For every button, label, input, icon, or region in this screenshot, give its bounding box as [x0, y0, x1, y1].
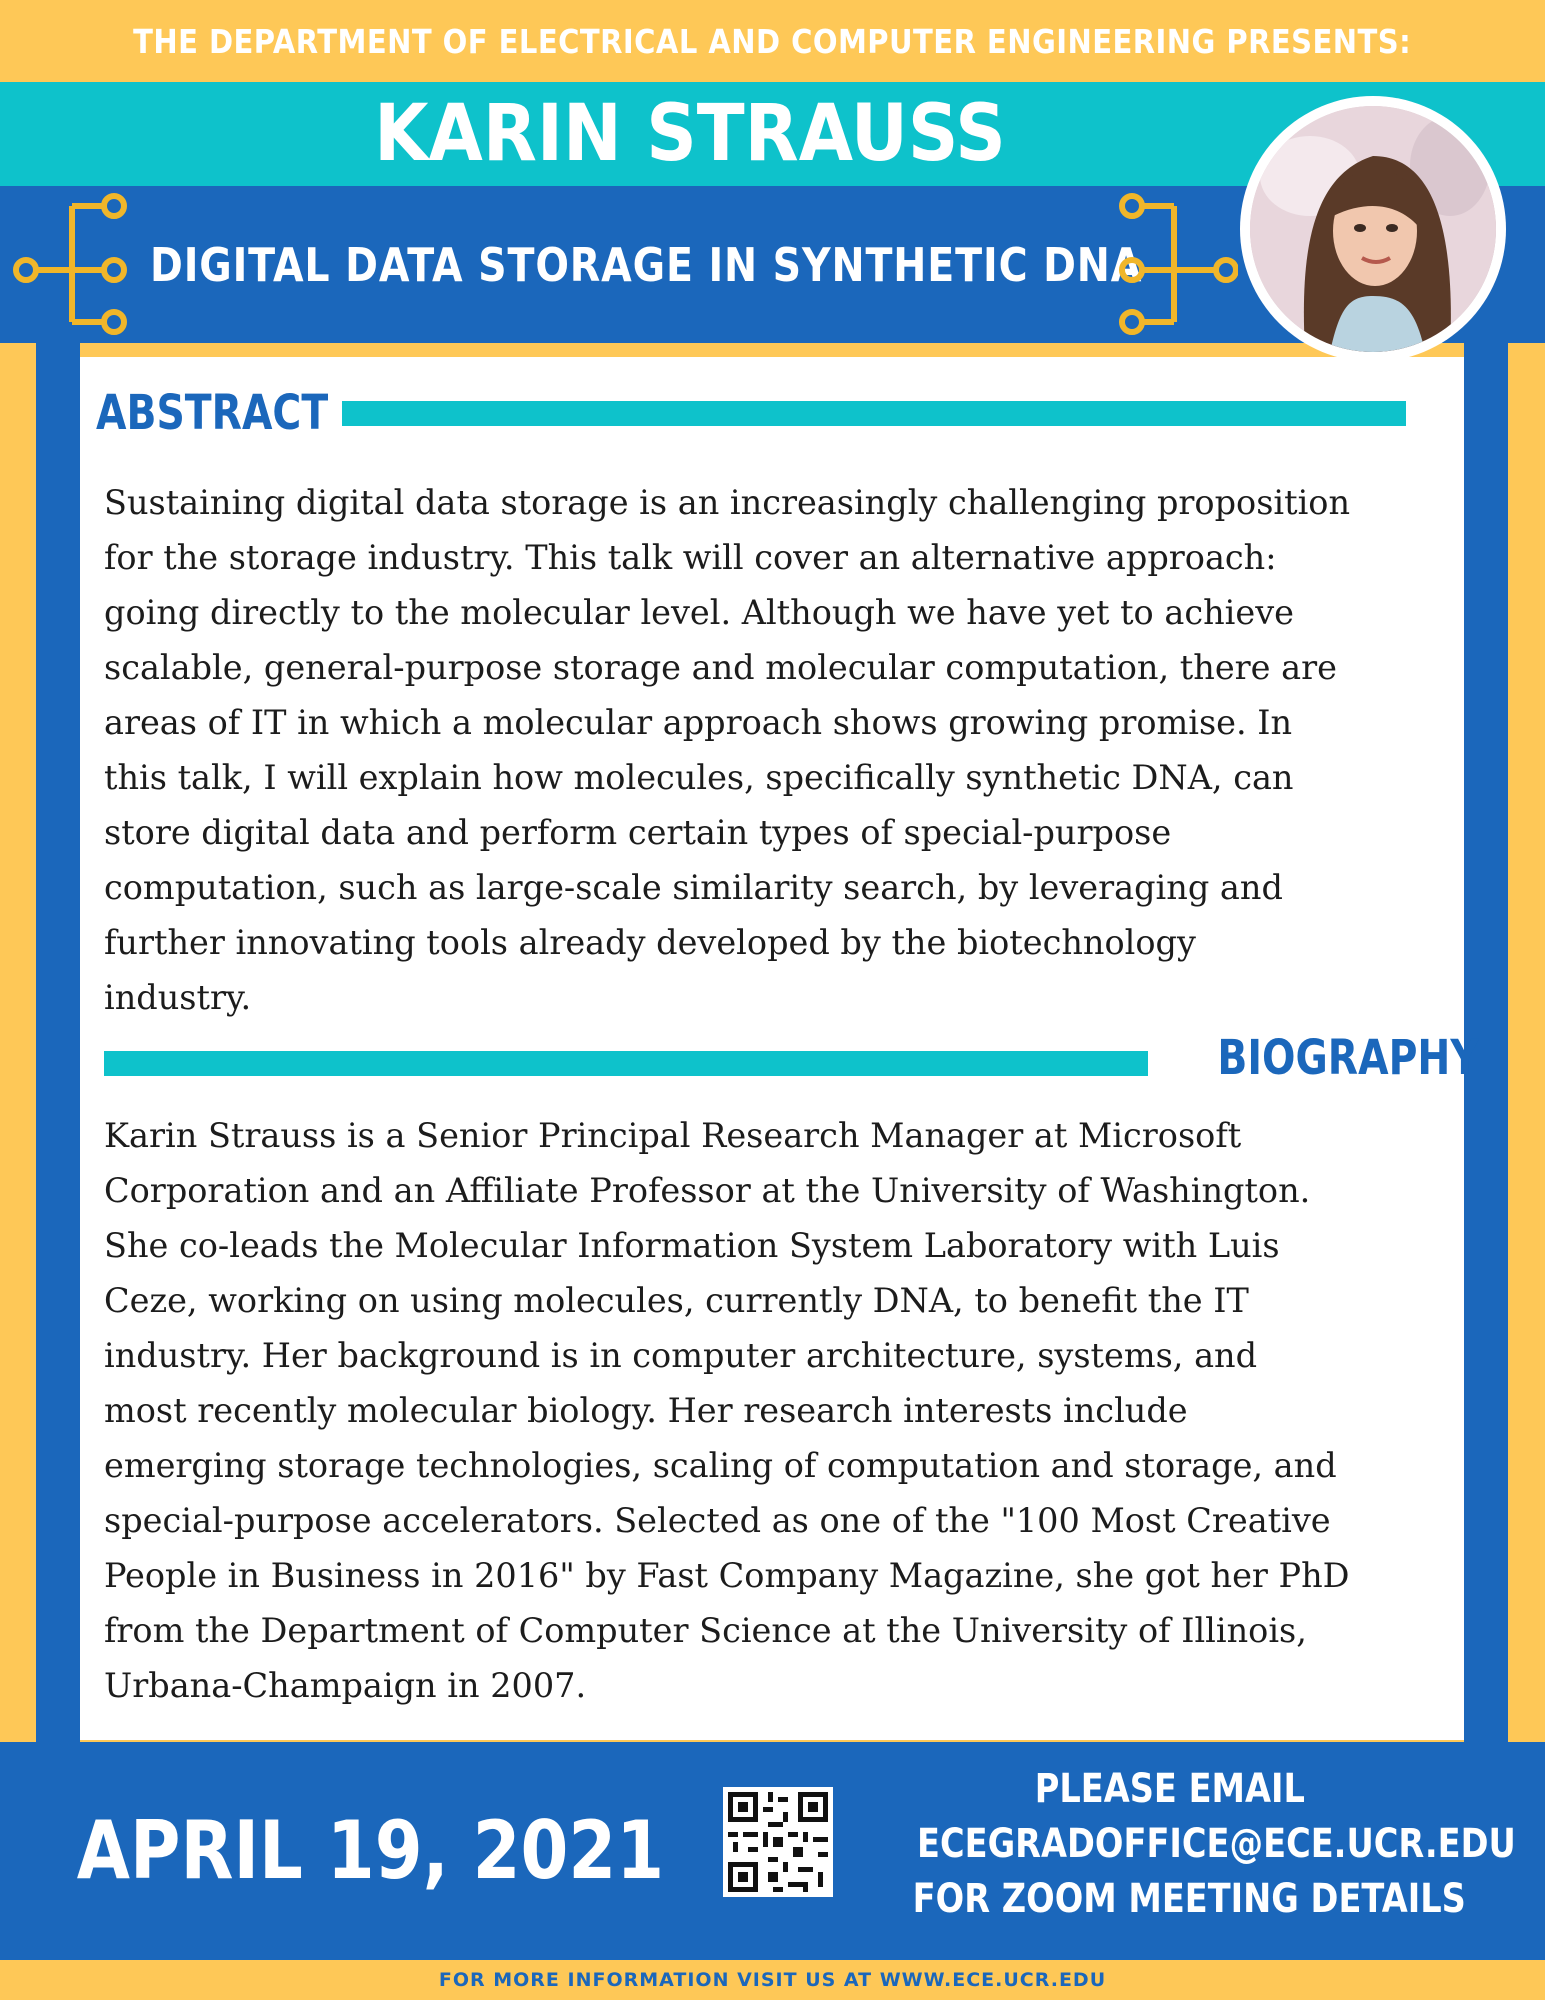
frame-left [36, 343, 80, 1743]
biography-heading [1160, 1030, 1479, 1090]
circuit-right-icon [1108, 192, 1238, 342]
biography-text: Karin Strauss is a Senior Principal Research Manager at Microsoft Corporation and an Affiliate Professor at the University of Washington. She co-leads the Molecular Information System Laboratory with Luis Ceze, working on using molecules, currently DNA, to benefit the IT industry. Her background is in computer architecture, systems, and most recently molecular biology. Her research interests include emerging storage technologies, scaling of computation and storage, and special-purpose accelerators. Selected as one of the "100 Most Creative People in Business in 2016" by Fast Company Magazine, she got her PhD from the Department of Computer Science at the University of Illinois, Urbana-Champaign in 2007. [104, 1116, 1350, 1705]
biography-heading-text: BIOGRAPHY [1217, 1030, 1479, 1086]
abstract-divider [342, 401, 1406, 426]
speaker-name-text: KARIN STRAUSS [374, 89, 1006, 179]
event-date [76, 1780, 664, 1920]
abstract-text: Sustaining digital data storage is an increasingly challenging proposition for the storage industry. This talk will cover an alternative approach: going directly to the molecular level. Although we have yet to achieve scalable, general-purpose storage and molecular computation, there are areas of IT in which a molecular approach shows growing promise. In this talk, I will explain how molecules, specifically synthetic DNA, can store digital data and perform certain types of special-purpose computation, such as large-scale similarity search, by leveraging and further innovating tools already developed by the biotechnology industry. [104, 483, 1351, 1017]
abstract-heading-text: ABSTRACT [96, 385, 329, 441]
contact-line-1: PLEASE EMAIL [1034, 1766, 1306, 1812]
contact-block [860, 1762, 1516, 1942]
talk-title-text: DIGITAL DATA STORAGE IN SYNTHETIC DNA [150, 237, 1143, 292]
contact-line-3: FOR ZOOM MEETING DETAILS [912, 1876, 1466, 1922]
talk-title [150, 186, 1143, 343]
presenter-line [0, 0, 1545, 82]
event-date-text: APRIL 19, 2021 [76, 1803, 664, 1897]
speaker-name [0, 82, 1380, 186]
abstract-heading [96, 385, 379, 445]
presenter-line-text: THE DEPARTMENT OF ELECTRICAL AND COMPUTER ENGINEERING PRESENTS: [133, 21, 1412, 61]
qr-code-icon[interactable] [723, 1787, 833, 1897]
more-info-line [0, 1960, 1545, 2000]
speaker-photo [1250, 106, 1496, 352]
biography-divider [104, 1051, 1148, 1076]
more-info-text[interactable]: FOR MORE INFORMATION VISIT US AT WWW.ECE.UCR.EDU [438, 1969, 1107, 1991]
speaker-portrait-icon [1250, 106, 1496, 352]
contact-email-link[interactable]: ECEGRADOFFICE@ECE.UCR.EDU [917, 1821, 1516, 1867]
circuit-left-icon [8, 192, 138, 342]
